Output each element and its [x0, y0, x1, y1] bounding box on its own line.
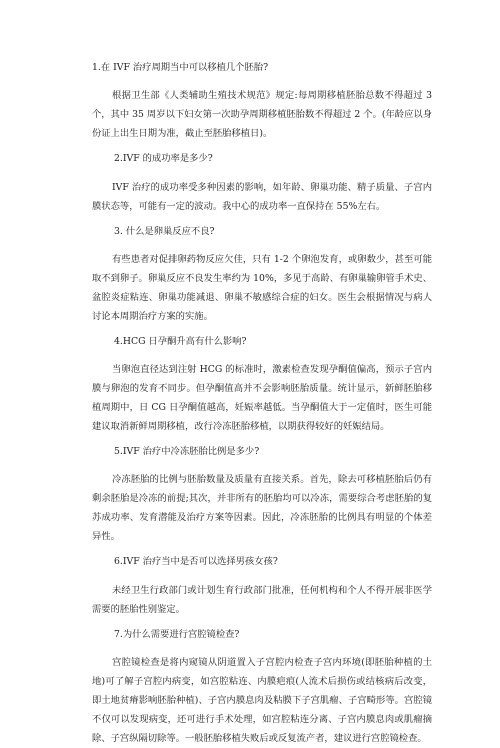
answer-paragraph: IVF 治疗的成功率受多种因素的影响，如年龄、卵巢功能、精子质量、子宫内膜状态等，可能有一定的波动。我中心的成功率一直保持在 55%左右。	[92, 181, 432, 212]
answer-paragraph: 有些患者对促排卵药物反应欠佳，只有 1-2 个卵泡发育，或卵数少，甚至可能取不到卵子。卵巢反应不良发生率约为 10%，多见于高龄、有卵巢输卵管手术史、盆腔炎症粘连、卵巢功能减退、卵巢不敏感综合症的妇女。医生会根据情况与病人讨论本周期治疗方案的实施。	[92, 253, 432, 322]
question-heading: 1.在 IVF 治疗周期当中可以移植几个胚胎?	[92, 62, 269, 73]
answer-paragraph: 根据卫生部《人类辅助生殖技术规范》规定:每周期移植胚胎总数不得超过 3 个，其中 35 周岁以下妇女第一次助孕周期移植胚胎数不得超过 2 个。(年龄应以身份证上出生日期为准，截止至胚胎移植日)。	[92, 90, 432, 140]
section-2	[92, 149, 432, 215]
section-3	[92, 222, 432, 326]
section-4	[92, 332, 432, 436]
question-heading: 7.为什么需要进行宫腔镜检查?	[114, 628, 240, 640]
answer-paragraph: 冷冻胚胎的比例与胚胎数量及质量有直接关系。首先，除去可移植胚胎后仍有剩余胚胎是冷冻的前提;其次，并非所有的胚胎均可以冷冻，需要综合考虑胚胎的复苏成功率、发育潜能及治疗方案等因素。因此，冷冻胚胎的比例具有明显的个体差异性。	[92, 474, 432, 543]
question-heading: 3. 什么是卵巢反应不良?	[114, 225, 215, 237]
section-6	[92, 552, 432, 618]
question-heading: 5.IVF 治疗中冷冻胚胎比例是多少?	[114, 446, 260, 458]
question-heading: 4.HCG 日孕酮升高有什么影响?	[114, 335, 247, 347]
answer-paragraph: 当卵泡直径达到注射 HCG 的标准时，激素检查发现孕酮值偏高，预示子宫内膜与卵泡的发育不同步。但孕酮值高并不会影响胚胎质量。统计显示，新鲜胚胎移植周期中，日 CG 日孕酮值越高，妊娠率越低。当孕酮值大于一定值时，医生可能建议取消新鲜周期移植，改行冷冻胚胎移植，以期获得较好的妊娠结局。	[92, 364, 432, 433]
question-heading: 2.IVF 的成功率是多少?	[114, 153, 213, 165]
answer-paragraph: 宫腔镜检查是将内窥镜从阴道置入子宫腔内检查子宫内环境(即胚胎种植的土地)可了解子宫腔内病变，如宫腔粘连、内膜疤痕(人流术后损伤或结核病后改变，即土地贫瘠影响胚胎种植)、子宫内膜息肉及粘膜下子宫肌瘤、子宫畸形等。宫腔镜不仅可以发现病变，还可进行手术处理，如宫腔粘连分离、子宫内膜息肉或肌瘤摘除、子宫纵隔切除等。一般胚胎移植失败后或反复流产者，建议进行宫腔镜检查。	[92, 657, 432, 745]
answer-paragraph: 未经卫生行政部门或计划生育行政部门批准，任何机构和个人不得开展非医学需要的胚胎性别鉴定。	[92, 584, 432, 615]
question-heading: 6.IVF 治疗当中是否可以选择男孩女孩?	[114, 556, 278, 568]
section-5	[92, 442, 432, 546]
section-1	[92, 58, 432, 143]
section-7	[92, 625, 432, 748]
